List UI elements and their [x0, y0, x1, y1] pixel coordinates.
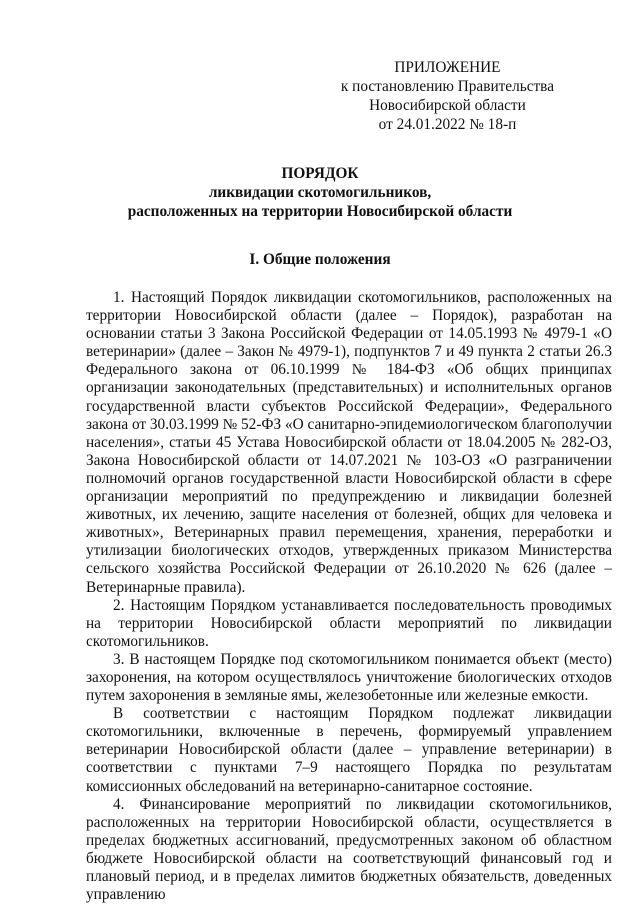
- annex-date-number: от 24.01.2022 № 18-п: [378, 116, 517, 133]
- annex-region: Новосибирской области: [369, 97, 526, 114]
- document-title: [0, 164, 640, 221]
- body-text: [86, 289, 612, 904]
- paragraph: 1. Настоящий Порядок ликвидации скотомогильников, расположенных на территории Новосибирской области (далее – Порядок), разработан на основании статьи 3 Закона Российской Федерации от 14.05.1993 № 4979-1 «О ветеринарии» (далее – Закон № 4979-1), подпунктов 7 и 49 пункта 2 статьи 26.3 Федерального закона от 06.10.1999 № 184-ФЗ «Об общих принципах организации законодательных (представительных) и исполнительных органов государственной власти субъектов Российской Федерации», Федерального закона от 30.03.1999 № 52-ФЗ «О санитарно-эпидемиологическом благополучии населения», статьи 45 Устава Новосибирской области от 18.04.2005 № 282-ОЗ, Закона Новосибирской области от 14.07.2021 № 103-ОЗ «О разграничении полномочий органов государственной власти Новосибирской области в сфере организации мероприятий по предупреждению и ликвидации болезней животных, их лечению, защите населения от болезней, общих для человека и животных», Ветеринарных правил перемещения, хранения, переработки и утилизации биологических отходов, утвержденных приказом Министерства сельского хозяйства Российской Федерации от 26.10.2020 № 626 (далее – Ветеринарные правила).: [86, 289, 612, 596]
- title-line-1: ПОРЯДОК: [281, 165, 359, 182]
- section-title: I. Общие положения: [249, 251, 391, 268]
- title-line-2: ликвидации скотомогильников,: [208, 184, 432, 201]
- annex-block: [341, 58, 554, 134]
- paragraph: В соответствии с настоящим Порядком подлежат ликвидации скотомогильники, включенные в перечень, формируемый управлением ветеринарии Новосибирской области (далее – управление ветеринарии) в соответствии с пунктами 7–9 настоящего Порядка по результатам комиссионных обследований на ветеринарно-санитарное состояние.: [86, 705, 612, 795]
- annex-reference: к постановлению Правительства: [340, 78, 554, 95]
- paragraph: 3. В настоящем Порядке под скотомогильником понимается объект (место) захоронения, на котором осуществлялось уничтожение биологических отходов путем захоронения в земляные ямы, железобетонные или железные емкости.: [86, 650, 612, 705]
- paragraph: 2. Настоящим Порядком устанавливается последовательность проводимых на территории Новосибирской области мероприятий по ликвидации скотомогильников.: [86, 596, 612, 650]
- title-line-3: расположенных на территории Новосибирской области: [127, 203, 513, 220]
- annex-heading: ПРИЛОЖЕНИЕ: [394, 59, 501, 76]
- paragraph: 4. Финансирование мероприятий по ликвидации скотомогильников, расположенных на территории Новосибирской области, осуществляется в пределах бюджетных ассигнований, предусмотренных законом об областном бюджете Новосибирской области на соответствующий финансовый год и плановый период, и в пределах лимитов бюджетных обязательств, доведенных управлению: [86, 795, 612, 904]
